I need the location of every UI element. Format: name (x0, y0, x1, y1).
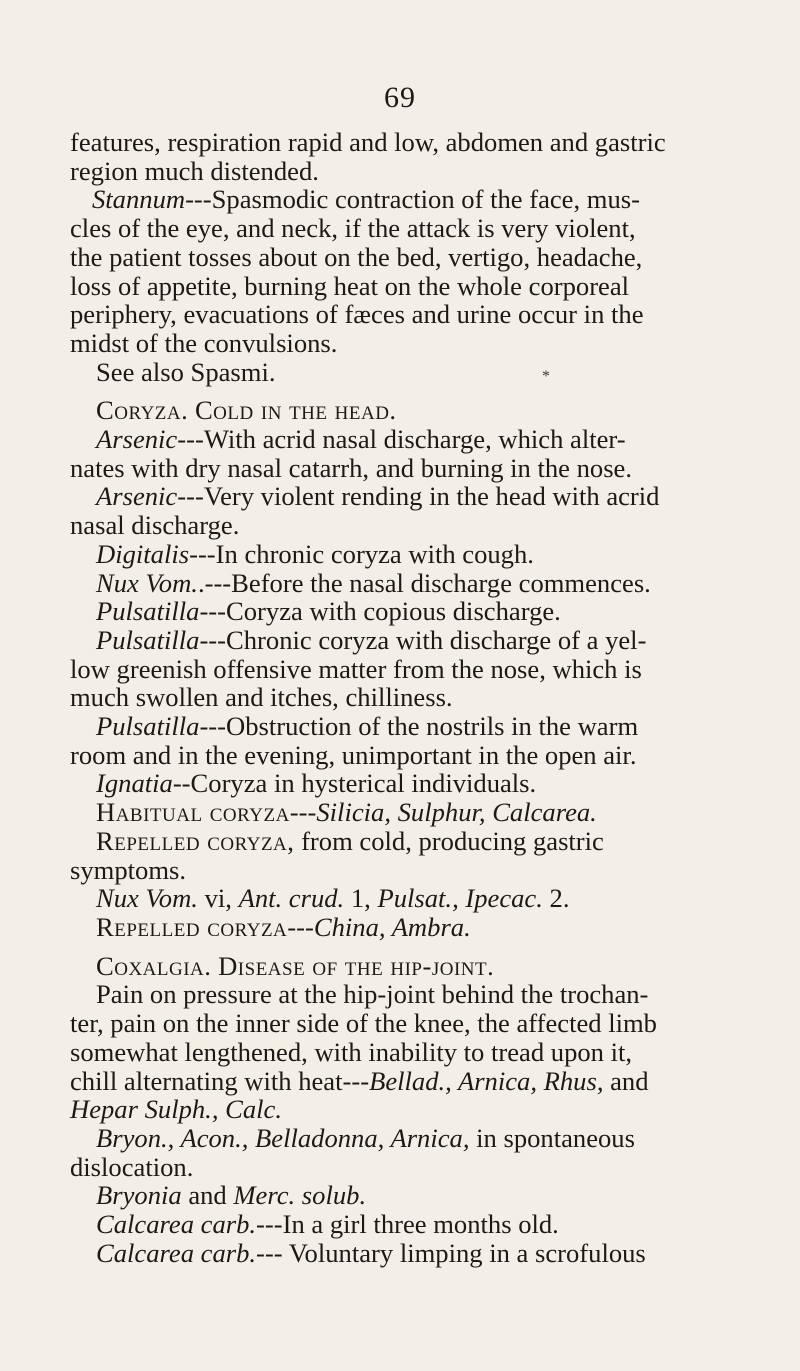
text-line (70, 597, 782, 626)
text-line: loss of appetite, burning heat on the whole corporeal (70, 270, 630, 301)
remedy-list: China, Ambra. (313, 911, 471, 942)
remedy-note: ---In a girl three months old. (256, 1209, 559, 1240)
remedy-name: Digitalis (96, 538, 190, 569)
remedy-name: Nux Vom. (96, 883, 198, 914)
remedy-name: Arsenic (96, 424, 178, 455)
remedy-list: Bryon., Acon., Belladonna, Arnica, (96, 1122, 470, 1153)
text-line: features, respiration rapid and low, abdomen and gastric (70, 127, 666, 157)
remedy-name: Bryonia (96, 1180, 182, 1211)
text-line (70, 769, 782, 798)
remedy-name: Calcarea carb. (96, 1209, 257, 1240)
remedy-note: --- Voluntary limping in a scrofulous (256, 1237, 646, 1268)
remedy-note: ---Obstruction of the nostrils in the warm (199, 711, 639, 742)
remedy-note: and (181, 1180, 234, 1211)
page-text (70, 128, 782, 1267)
remedy-name: Pulsat., Ipecac. (377, 883, 543, 914)
text-line: dislocation. (70, 1151, 194, 1182)
text-line: periphery, evacuations of fæces and urine occur in the (70, 299, 644, 330)
text-line: somewhat lengthened, with inability to tread upon it, (70, 1036, 633, 1067)
subheading: Repelled coryza (96, 911, 288, 942)
remedy-note: from cold, producing gastric (294, 825, 604, 856)
text-line: nasal discharge. (70, 510, 240, 541)
dose: 2. (542, 883, 570, 914)
text-line (70, 712, 782, 741)
text-line (70, 1124, 782, 1153)
remedy-name: Stannum (92, 184, 186, 215)
remedy-name: Ignatia (96, 768, 173, 799)
text-line (70, 1239, 782, 1268)
remedy-list: Silicia, Sulphur, Calcarea. (316, 797, 597, 828)
text-line: low greenish offensive matter from the nose, which is (70, 653, 642, 684)
text-line (70, 913, 782, 942)
dash: --- (287, 911, 314, 942)
remedy-name: Pulsatilla (96, 596, 200, 627)
heading-term: Coryza. (96, 395, 189, 426)
stray-mark: * (542, 368, 550, 385)
remedy-note: ---With acrid nasal discharge, which alter- (177, 424, 626, 455)
text-line: ter, pain on the inner side of the knee, the affected limb (70, 1008, 657, 1039)
text-line (70, 569, 782, 598)
text-line (70, 1067, 782, 1096)
remedy-name: Nux Vom. (96, 567, 198, 598)
remedy-note: ---Chronic coryza with discharge of a yel- (199, 624, 647, 655)
text-line (70, 884, 782, 913)
text-line: midst of the convulsions. (70, 327, 338, 358)
subheading: Habitual coryza (96, 797, 290, 828)
text-line (70, 798, 782, 827)
remedy-note: and (603, 1065, 649, 1096)
section-heading-coxalgia (70, 952, 782, 981)
heading-gloss: Cold in the head. (194, 395, 397, 426)
text-line (70, 425, 782, 454)
remedy-note: chill alternating with heat--- (70, 1065, 370, 1096)
remedy-name: Arsenic (96, 481, 178, 512)
text-line: much swollen and itches, chilliness. (70, 682, 453, 713)
text-line (70, 540, 782, 569)
page-number: 69 (384, 81, 416, 114)
dash: --- (289, 797, 317, 828)
remedy-note: ---Spasmodic contraction of the face, mus- (185, 184, 640, 215)
dose: 1, (344, 883, 378, 914)
heading-term: Coxalgia. (96, 950, 212, 981)
text-line (70, 482, 782, 511)
remedy-name: Pulsatilla (96, 711, 200, 742)
text-line (70, 626, 782, 655)
text-line (70, 185, 782, 214)
text-line: the patient tosses about on the bed, vertigo, headache, (70, 241, 643, 272)
text-line (70, 1210, 782, 1239)
text-line: symptoms. (70, 854, 186, 885)
text-line: cles of the eye, and neck, if the attack is very violent, (70, 213, 636, 244)
remedy-note: .---Before the nasal discharge commences. (197, 567, 651, 598)
dose: vi, (197, 883, 239, 914)
text-line: nates with dry nasal catarrh, and burning in the nose. (70, 452, 633, 483)
text-line (70, 827, 782, 856)
text-line: room and in the evening, unimportant in the open air. (70, 739, 637, 770)
remedy-name: Calcarea carb. (96, 1237, 257, 1268)
text-line: Hepar Sulph., Calc. (70, 1094, 282, 1125)
text-line (70, 1181, 782, 1210)
heading-gloss: Disease of the hip-joint. (218, 950, 495, 981)
remedy-note: --Coryza in hysterical individuals. (172, 768, 537, 799)
remedy-name: Ant. crud. (238, 883, 345, 914)
remedy-note: ---Very violent rending in the head with acrid (177, 481, 660, 512)
remedy-name: Merc. solub. (233, 1180, 367, 1211)
text-line: See also Spasmi. (96, 356, 276, 387)
remedy-note: in spontaneous (469, 1122, 635, 1153)
remedy-note: ---Coryza with copious discharge. (199, 596, 561, 627)
remedy-note: ---In chronic coryza with cough. (189, 538, 534, 569)
remedy-list: Bellad., Arnica, Rhus, (369, 1065, 604, 1096)
remedy-name: Pulsatilla (96, 624, 200, 655)
subheading: Repelled coryza, (96, 825, 295, 856)
text-line: Pain on pressure at the hip-joint behind the trochan- (96, 979, 649, 1010)
text-line: region much distended. (70, 155, 319, 186)
section-heading-coryza (70, 396, 782, 425)
